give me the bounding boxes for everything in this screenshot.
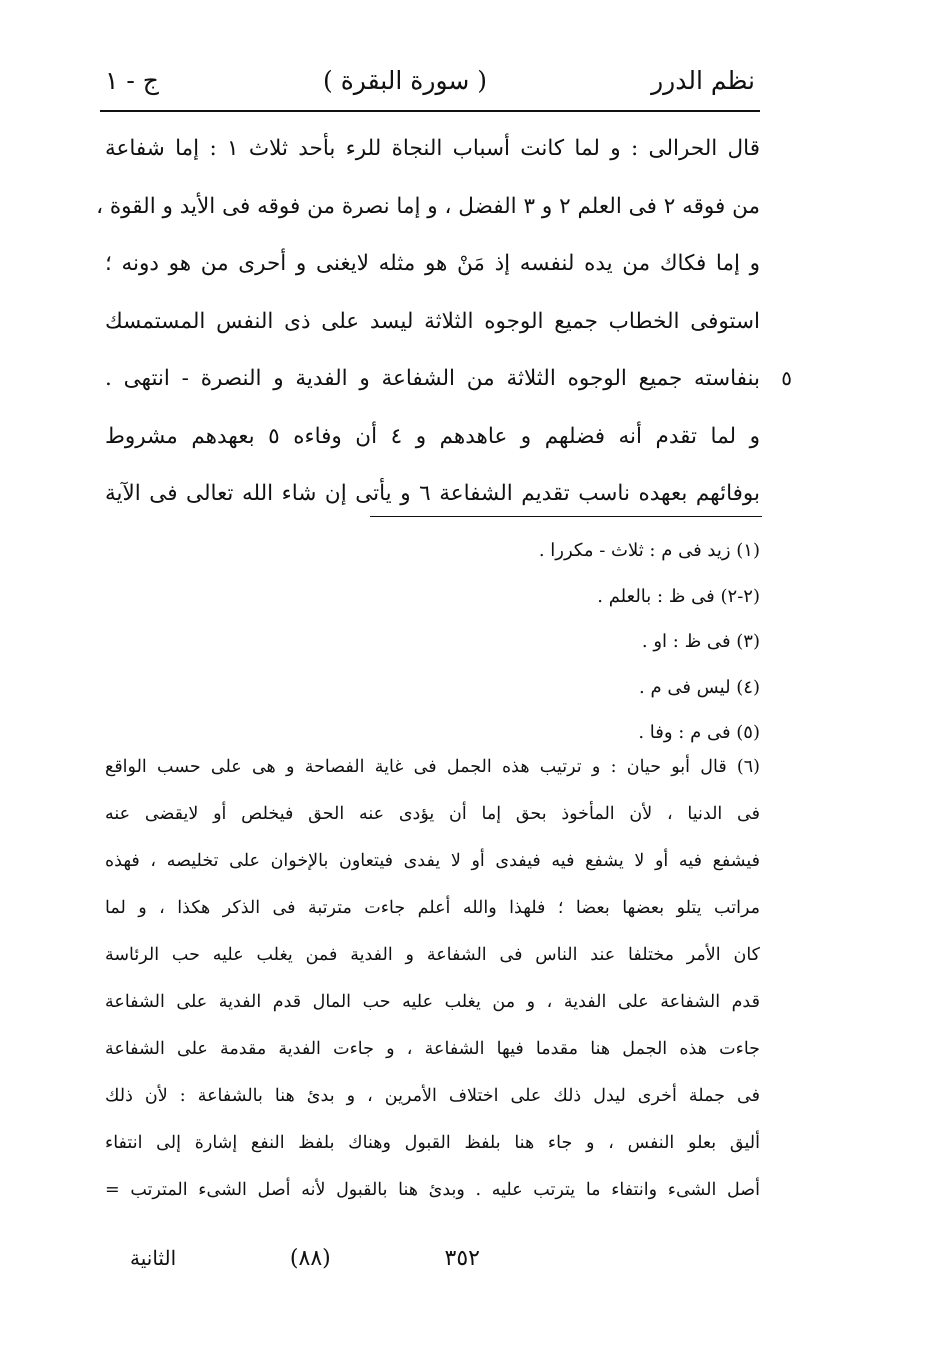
main-text-line: و لما تقدم أنه فضلهم و عاهدهم و ٤ أن وفاءه ٥ بعهدهم مشروط bbox=[105, 423, 760, 449]
footnote-line: فيشفع فيه أو لا يشفع فيه فيفدى أو لا يفدى فيتعاون بالإخوان على تخليصه ، فهذه bbox=[105, 851, 760, 871]
main-text-line: بوفائهم بعهده ناسب تقديم الشفاعة ٦ و يأتى إن شاء الله تعالى فى الآية bbox=[105, 481, 760, 506]
short-footnotes bbox=[105, 528, 760, 756]
main-text-line: قال الحرالى : و لما كانت أسباب النجاة للرء بأحد ثلاث ١ : إما شفاعة bbox=[105, 136, 760, 161]
main-text-line: استوفى الخطاب جميع الوجوه الثلاثة ليسد على ذى النفس المستمسك bbox=[105, 308, 760, 334]
main-text bbox=[96, 120, 792, 523]
footnote: (٥) فى م : وفا . bbox=[638, 722, 760, 743]
running-head bbox=[105, 58, 755, 102]
book-title: نظم الدرر bbox=[651, 65, 755, 95]
long-footnote bbox=[105, 744, 760, 1214]
main-text-line: ٥ بنفاسته جميع الوجوه الثلاثة من الشفاعة و الفدية و النصرة - انتهى . bbox=[105, 350, 760, 408]
footnote-line: قدم الشفاعة على الفدية ، و من يغلب عليه حب المال قدم الفدية على الشفاعة bbox=[105, 992, 760, 1012]
footnote: (٣) فى ظ : او . bbox=[641, 631, 760, 652]
footnote-line: (٦) قال أبو حيان : و ترتيب هذه الجمل فى غاية الفصاحة و هى على حسب الواقع bbox=[105, 757, 760, 777]
footnote-line: أصل الشىء وانتفاء ما يترتب عليه . وبدئ هنا بالقبول لأنه أصل الشىء المترتب = bbox=[105, 1180, 760, 1200]
footnote-line: أليق بعلو النفس ، و جاء هنا بلفظ القبول وهناك بلفظ النفع إشارة إلى انتفاء bbox=[105, 1133, 760, 1153]
footnote-line: فى الدنيا ، لأن المأخوذ بحق إما أن يؤدى عنه الحق فيخلص أو لايقضى عنه bbox=[105, 804, 760, 824]
footnote: (٤) ليس فى م . bbox=[639, 676, 760, 698]
surah-name: ( سورة البقرة ) bbox=[323, 65, 488, 95]
volume-label: ج - ١ bbox=[105, 65, 159, 95]
line-number-marker: ٥ bbox=[781, 366, 792, 390]
footnote-line: فى جملة أخرى ليدل ذلك على اختلاف الأمرين ، و بدئ هنا بالشفاعة : لأن ذلك bbox=[105, 1086, 760, 1106]
page-number: ٣٥٢ bbox=[444, 1245, 480, 1271]
footnote: (٢-٢) فى ظ : بالعلم . bbox=[597, 585, 760, 607]
print-signature: الثانية bbox=[130, 1246, 177, 1270]
main-text-line: و إما فكاك من يده لنفسه إذ مَنْ هو مثله لايغنى و أحرى من هو دونه ؛ bbox=[105, 251, 760, 276]
footnote-line: مراتب يتلو بعضها بعضا ؛ فلهذا والله أعلم جاءت مترتبة فى الذكر هكذا ، و لما bbox=[105, 898, 760, 918]
main-text-line: من فوقه ٢ فى العلم ٢ و ٣ الفضل ، و إما نصرة من فوقه فى الأيد و القوة ، bbox=[96, 193, 760, 219]
header-divider bbox=[100, 110, 760, 112]
page-reference: (٨٨) bbox=[289, 1245, 331, 1271]
footnote-line: جاءت هذه الجمل هنا مقدما فيها الشفاعة ، و جاءت الفدية مقدمة على الشفاعة bbox=[105, 1039, 760, 1059]
footnote: (١) زيد فى م : ثلاث - مكررا . bbox=[538, 540, 760, 561]
page-footer bbox=[130, 1238, 480, 1278]
footnote-line: كان الأمر مختلفا عند الناس فى الشفاعة و الفدية فمن يغلب عليه حب الرئاسة bbox=[105, 945, 760, 965]
footnote-divider bbox=[370, 516, 762, 517]
